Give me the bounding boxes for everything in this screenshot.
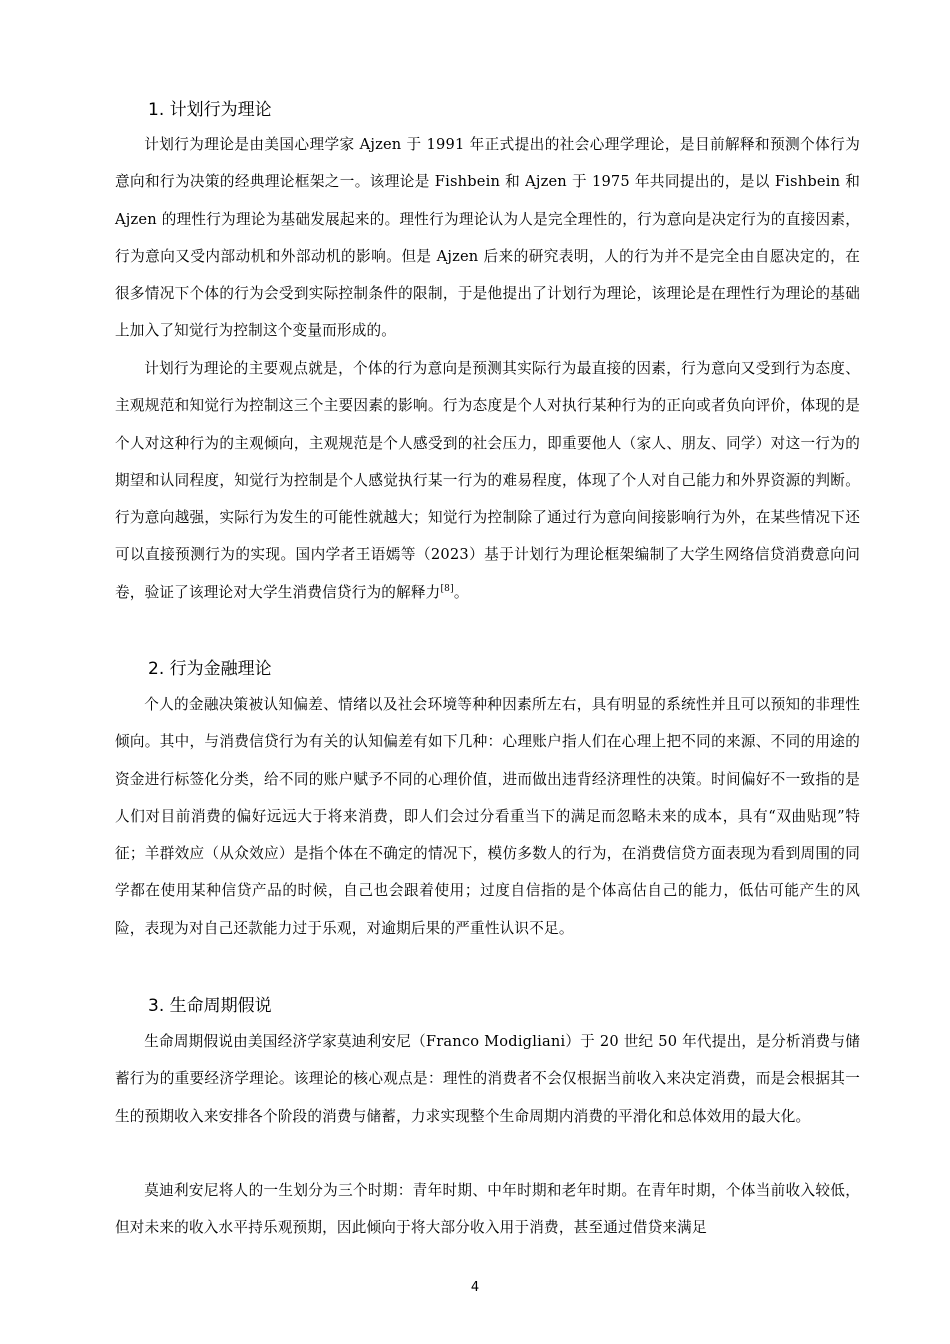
paragraph-3-2: 莫迪利安尼将人的一生划分为三个时期：青年时期、中年时期和老年时期。在青年时期，个体当前收入较低，但对未来的收入水平持乐观预期，因此倾向于将大部分收入用于消费，甚至通过借贷来满足 bbox=[115, 1182, 860, 1237]
paragraph-1-2-text: 计划行为理论的主要观点就是，个体的行为意向是预测其实际行为最直接的因素，行为意向又受到行为态度、主观规范和知觉行为控制这三个主要因素的影响。行为态度是个人对执行某种行为的正向或者负向评价，体现的是个人对这种行为的主观倾向，主观规范是个人感受到的社会压力，即重要他人（家人、朋友、同学）对这一行为的期望和认同程度，知觉行为控制是个人感觉执行某一行为的难易程度，体现了个人对自己能力和外界资源的判断。行为意向越强，实际行为发生的可能性就越大；知觉行为控制除了通过行为意向间接影响行为外，在某些情况下还可以直接预测行为的实现。国内学者王语嫣等（2023）基于计划行为理论框架编制了大学生网络信贷消费意向问卷，验证了该理论对大学生消费信贷行为的解释力 bbox=[115, 360, 860, 601]
paragraph-2-1: 个人的金融决策被认知偏差、情绪以及社会环境等种种因素所左右，具有明显的系统性并且可以预知的非理性倾向。其中，与消费信贷行为有关的认知偏差有如下几种：心理账户指人们在心理上把不同的来源、不同的用途的资金进行标签化分类，给不同的账户赋予不同的心理价值，进而做出违背经济理性的决策。时间偏好不一致指的是人们对目前消费的偏好远远大于将来消费，即人们会过分看重当下的满足而忽略未来的成本，具有“双曲贴现”特征；羊群效应（从众效应）是指个体在不确定的情况下，模仿多数人的行为，在消费信贷方面表现为看到周围的同学都在使用某种信贷产品的时候，自己也会跟着使用；过度自信指的是个体高估自己的能力，低估可能产生的风险，表现为对自己还款能力过于乐观，对逾期后果的严重性认识不足。 bbox=[115, 696, 860, 937]
section-heading-3: 3. 生命周期假说 bbox=[148, 996, 272, 1016]
section-heading-2: 2. 行为金融理论 bbox=[148, 659, 272, 679]
paragraph-3-1: 生命周期假说由美国经济学家莫迪利安尼（Franco Modigliani）于 20 世纪 50 年代提出，是分析消费与储蓄行为的重要经济学理论。该理论的核心观点是：理性的消费者不会仅根据当前收入来决定消费，而是会根据其一生的预期收入来安排各个阶段的消费与储蓄，力求实现整个生命周期内消费的平滑化和总体效用的最大化。 bbox=[115, 1033, 860, 1125]
paragraph-1-2-tail: 。 bbox=[453, 583, 469, 601]
page-number: 4 bbox=[470, 1280, 480, 1295]
paragraph-1-2 bbox=[115, 350, 860, 611]
paragraph-1-1: 计划行为理论是由美国心理学家 Ajzen 于 1991 年正式提出的社会心理学理论，是目前解释和预测个体行为意向和行为决策的经典理论框架之一。该理论是 Fishbein 和 Ajzen 于 1975 年共同提出的，是以 Fishbein 和 Ajzen 的理性行为理论为基础发展起来的。理性行为理论认为人是完全理性的，行为意向是决定行为的直接因素，行为意向又受内部动机和外部动机的影响。但是 Ajzen 后来的研究表明，人的行为并不是完全由自愿决定的，在很多情况下个体的行为会受到实际控制条件的限制，于是他提出了计划行为理论，该理论是在理性行为理论的基础上加入了知觉行为控制这个变量而形成的。 bbox=[115, 136, 860, 340]
citation-marker: [8] bbox=[440, 583, 454, 594]
section-heading-1: 1. 计划行为理论 bbox=[148, 100, 272, 120]
